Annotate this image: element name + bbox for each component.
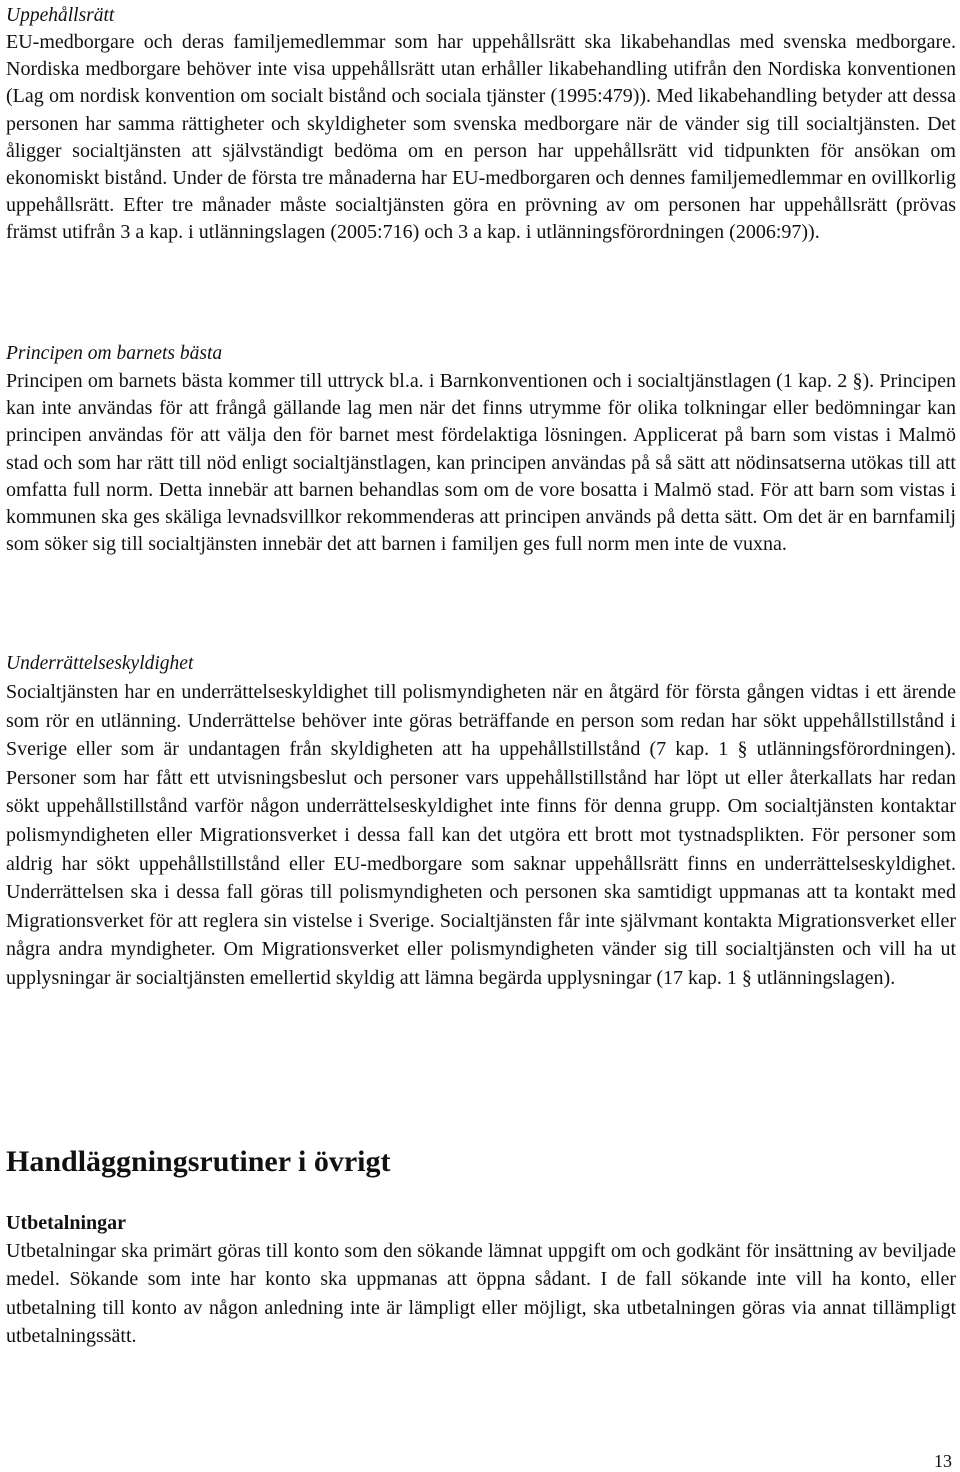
paragraph-utbetalningar: Utbetalningar ska primärt göras till konto som den sökande lämnat uppgift om och godkänt för insättning av beviljade medel. Sökande som inte har konto ska uppmanas att öppna sådant. I de fall sökande inte vill ha konto, eller utbetalning till konto av någon anledning inte är lämpligt eller möjligt, ska utbetalningen göras via annat tillämpligt utbetalningssätt. [6, 1240, 956, 1348]
section-title-uppehallsratt: Uppehållsrätt [6, 5, 115, 26]
page-number: 13 [934, 1451, 952, 1471]
chapter-subheading: Utbetalningar [6, 1212, 126, 1234]
paragraph-underrattelse: Socialtjänsten har en underrättelseskyldighet till polismyndigheten när en åtgärd för första gången vidtas i ett ärende som rör en utlänning. Underrättelse behöver inte göras beträffande en person som redan har sökt uppehållstillstånd i Sverige eller som är undantagen från skyldigheten att ha uppehållstillstånd (7 kap. 1 § utlänningsförordningen). Personer som har fått ett utvisningsbeslut och personer vars uppehållstillstånd har löpt ut eller återkallats har redan sökt uppehållstillstånd varför någon underrättelseskyldighet inte finns för denna grupp. Om socialtjänsten kontaktar polismyndigheten eller Migrationsverket i dessa fall kan det utgöra ett brott mot tystnadsplikten. För personer som aldrig har sökt uppehållstillstånd eller EU-medborgare som saknar uppehållsrätt finns en underrättelseskyldighet. Underrättelsen ska i dessa fall göras till polismyndigheten och personen ska samtidigt uppmanas att ta kontakt med Migrationsverket för att reglera sin vistelse i Sverige. Socialtjänsten får inte självmant kontakta Migrationsverket eller några andra myndigheter. Om Migrationsverket eller polismyndigheten vänder sig till socialtjänsten och vill ha ut upplysningar är socialtjänsten emellertid skyldig att lämna begärda upplysningar (17 kap. 1 § utlänningslagen). [6, 681, 956, 989]
chapter-heading: Handläggningsrutiner i övrigt [6, 1145, 391, 1178]
section-title-underrattelse: Underrättelseskyldighet [6, 653, 194, 674]
paragraph-barnets-basta: Principen om barnets bästa kommer till uttryck bl.a. i Barnkonventionen och i socialtjänstlagen (1 kap. 2 §). Principen kan inte användas för att frångå gällande lag men när det finns utrymme för olika tolkningar eller bedömningar kan principen användas för att välja den för barnet mest fördelaktiga lösningen. Applicerat på barn som vistas i Malmö stad och som har rätt till nöd enligt socialtjänstlagen, kan principen användas på så sätt att nödinsatserna utökas till att omfatta full norm. Detta innebär att barnen behandlas som om de vore bosatta i Malmö stad. För att barn som vistas i kommunen ska ges skäliga levnadsvillkor rekommenderas att principen används på detta sätt. Om det är en barnfamilj som söker sig till socialtjänsten innebär det att barnen i familjen ges full norm men inte de vuxna. [6, 370, 956, 556]
paragraph-uppehallsratt: EU-medborgare och deras familjemedlemmar som har uppehållsrätt ska likabehandlas med svenska medborgare. Nordiska medborgare behöver inte visa uppehållsrätt utan erhåller likabehandling utifrån den Nordiska konventionen (Lag om nordisk konvention om socialt bistånd och sociala tjänster (1995:479)). Med likabehandling betyder att dessa personen har samma rättigheter och skyldigheter som svenska medborgare när de vänder sig till socialtjänsten. Det åligger socialtjänsten att självständigt bedöma om en person har uppehållsrätt vid tidpunkten för ansökan om ekonomiskt bistånd. Under de första tre månaderna har EU-medborgaren och dennes familjemedlemmar en ovillkorlig uppehållsrätt. Efter tre månader måste socialtjänsten göra en prövning av om personen har uppehållsrätt (prövas främst utifrån 3 a kap. i utlänningslagen (2005:716) och 3 a kap. i utlänningsförordningen (2006:97)). [6, 31, 956, 244]
section-title-barnets-basta: Principen om barnets bästa [6, 343, 223, 364]
